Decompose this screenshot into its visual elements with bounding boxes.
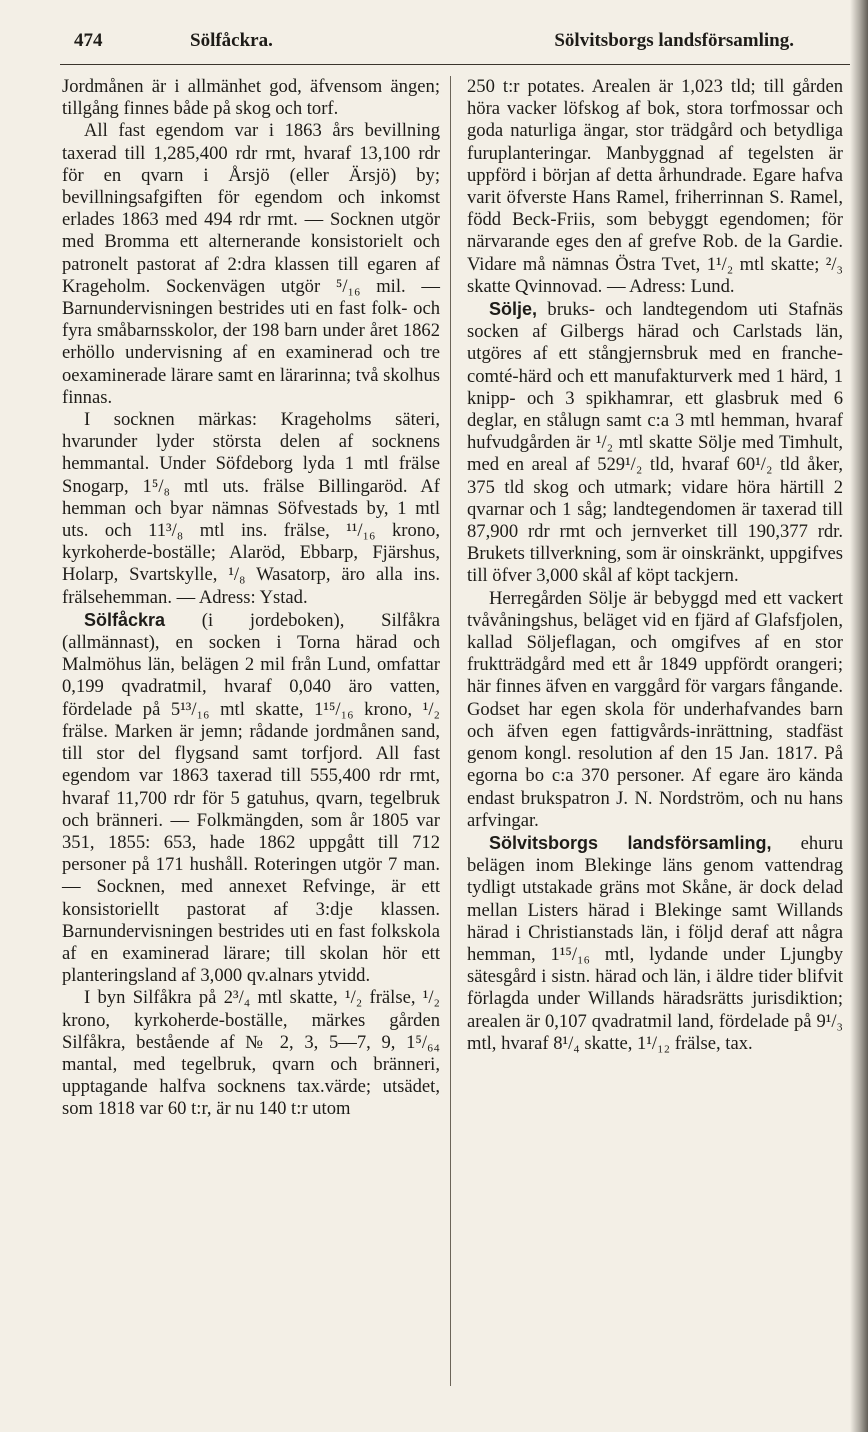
left-column <box>62 76 440 1121</box>
paragraph-herregarden: Herregården Sölje är bebyggd med ett vackert tvåvåningshus, beläget vid en fjärd af Glafsfjolen, kallad Söljeflagan, och omgifves af en stor fruktträdgård med ett år 1849 uppfördt orangeri; här finnes äfven en varggård för vargars fångande. Godset har egen skola för underhafvandes barn och äfven egen fattigvårds-inrättning, stadfäst genom kongl. resolution af den 15 Jan. 1817. På egorna bo c:a 370 personer. Af egare äro kända endast brukspatron J. N. Nordström, och nu hans arfvingar. <box>467 587 843 831</box>
entry-headword: Sölje, <box>489 299 538 320</box>
entry-headword: Sölvitsborgs landsförsamling, <box>489 832 772 853</box>
right-column <box>467 76 843 1055</box>
entry-text: ehuru belägen inom Blekinge läns genom vattendrag tydligt utstakade gräns mot Skåne, är dock delad mellan Listers härad i Blekinge samt Willands härad i Christianstads län, i följd deraf att några hemman, 1¹⁵/₁₆ mtl, lydande under Ljungby sätesgård i sistn. härad och län, i äldre tider blifvit förlagda under Willands häradsrätts jurisdiktion; arealen är 0,107 qvadratmil land, fördelade på 9¹/₃ mtl, hvaraf 8¹/₄ skatte, 1¹/₁₂ frälse, tax. <box>467 832 843 1054</box>
entry-text: (i jordeboken), Silfåkra (allmännast), en socken i Torna härad och Malmöhus län, belägen 2 mil från Lund, omfattar 0,199 qvadratmil, hvaraf 0,040 äro vatten, fördelade på 5¹³/₁₆ mtl skatte, 1¹⁵/₁₆ krono, ¹/₂ frälse. Marken är jemn; rådande jordmånen sand, till stor del flygsand samt torfjord. All fast egendom var 1863 taxerad till 555,400 rdr rmt, hvaraf 11,700 rdr för 5 gatuhus, qvarn, tegelbruk och bränneri. — Folkmängden, som år 1805 var 351, 1855: 653, hade 1862 uppgått till 712 personer på 171 hushåll. Roteringen utgör 7 man. — Socknen, med annexet Refvinge, är ett konsistoriellt pastorat af 3:dje klassen. Barnundervisningen bestrides uti en fast folkskola af en examinerad lärare; till skolan hör ett planteringsland af 3,000 qv.alnars ytvidd. <box>62 609 440 987</box>
entry-headword: Sölfåckra <box>84 609 166 630</box>
paragraph-silfakra-village: I byn Silfåkra på 2³/₄ mtl skatte, ¹/₂ frälse, ¹/₂ krono, kyrkoherde-boställe, märkes gården Silfåkra, bestående af № 2, 3, 5—7, 9, 1⁵/₆₄ mantal, med tegelbruk, qvarn och bränneri, upptagande halfva socknens tax.värde; utsädet, som 1818 var 60 t:r, är nu 140 t:r utom <box>62 987 440 1120</box>
paragraph-estates: I socknen märkas: Krageholms säteri, hvarunder lyder största delen af socknens hemmantal. Under Söfdeborg lyda 1 mtl frälse Snogarp, 1⁵/₈ mtl uts. frälse Billingaröd. Af hemman och byar nämnas Söfvestads by, 1 mtl uts. och 11³/₈ mtl ins. frälse, ¹¹/₁₆ krono, kyrkoherde-boställe; Alaröd, Ebbarp, Fjärshus, Holarp, Svartskylle, ¹/₈ Wasatorp, äro alla ins. frälsehemman. — Adress: Ystad. <box>62 409 440 608</box>
entry-text: bruks- och landtegendom uti Stafnäs socken af Gilbergs härad och Carlstads län, utgöres af ett stångjernsbruk med en franche-comté-härd och ett manufakturverk med 1 härd, 1 knipp- och 3 spikhamrar, ett glasbruk med 6 deglar, en stålugn samt c:a 3 mtl hemman, hvaraf hufvudgården är ¹/₂ mtl skatte Sölje med Timhult, med en areal af 529¹/₂ tld, hvaraf 60¹/₂ tld åker, 375 tld skog och utmark; vidare höra härtill 2 qvarnar och 1 såg; landtegendomen är taxerad till 87,900 rdr rmt och jernverket till 190,377 rdr. Brukets tillverkning, som är oinskränkt, uppgifves till öfver 3,000 skål af köpt tackjern. <box>467 299 843 587</box>
entry-solfackra <box>62 609 440 987</box>
column-divider <box>450 76 451 1386</box>
page-edge-shadow <box>850 0 868 1432</box>
entry-solje <box>467 298 843 588</box>
left-running-title: Sölfåckra. <box>190 30 273 51</box>
header-rule <box>60 64 850 65</box>
paragraph-taxation: All fast egendom var i 1863 års bevillning taxerad till 1,285,400 rdr rmt, hvaraf 13,100 rdr för en qvarn i Årsjö (eller Ärsjö) by; bevillningsafgiften för egendom och inkomst erlades 1863 med 494 rdr rmt. — Socknen utgör med Bromma ett alternerande konsistorielt och patronelt pastorat af 2:dra klassen till egaren af Krageholm. Sockenvägen utgör ⁵/₁₆ mil. — Barnundervisningen bestrides uti en fast folk- och fyra småbarnsskolor, der 198 barn under året 1862 erhöllo undervisning af en examinerad och tre oexaminerade lärare samt en lärarinna; två skolhus finnas. <box>62 120 440 408</box>
paragraph-soil: Jordmånen är i allmänhet god, äfvensom ängen; tillgång finnes både på skog och torf. <box>62 76 440 120</box>
page-number: 474 <box>74 30 103 51</box>
running-header <box>60 30 852 58</box>
paragraph-potatoes: 250 t:r potates. Arealen är 1,023 tld; till gården höra vacker löfskog af bok, stora torfmossar och goda naturliga ängar, stor trädgård och betydliga furuplanteringar. Manbyggnad af tegelsten är uppförd i början af detta århundrade. Egare hafva varit öfverste Hans Ramel, friherrinnan S. Ramel, född Beck-Friis, som bebyggt egendomen; för närvarande eges den af grefve Rob. de la Gardie. Vidare må nämnas Östra Tvet, 1¹/₂ mtl skatte; ²/₃ skatte Qvinnovad. — Adress: Lund. <box>467 76 843 297</box>
right-running-title: Sölvitsborgs landsförsamling. <box>554 30 794 51</box>
entry-solvitsborg <box>467 832 843 1055</box>
